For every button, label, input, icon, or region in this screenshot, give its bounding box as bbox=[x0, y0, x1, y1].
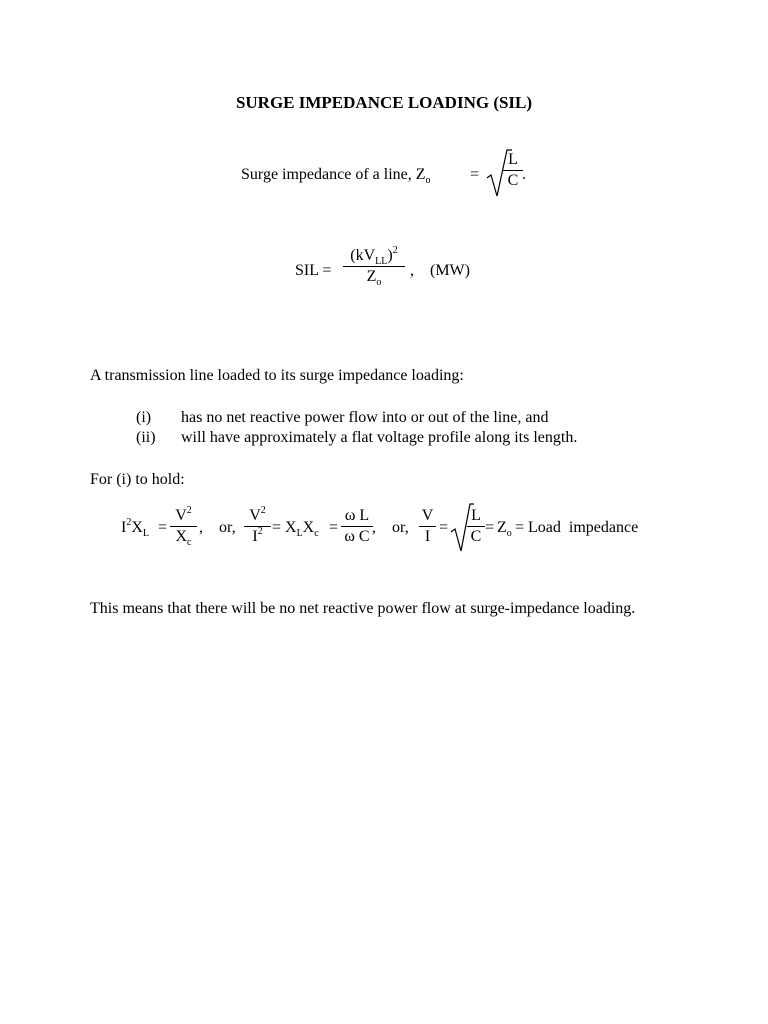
eq3-fraction-1 bbox=[170, 505, 197, 548]
eq1-sub: o bbox=[425, 175, 431, 186]
eq3-f2-den bbox=[244, 526, 271, 545]
eq2-numerator bbox=[343, 245, 405, 267]
eq3-term1 bbox=[121, 517, 149, 539]
eq2-num-sup: 2 bbox=[392, 245, 398, 256]
eq3-f2-i: I bbox=[252, 528, 258, 545]
eq3-fraction-3 bbox=[341, 508, 373, 545]
eq3-equals-3: = bbox=[329, 519, 339, 536]
eq3-f5-num: L bbox=[471, 507, 481, 524]
eq3-zo bbox=[497, 519, 512, 539]
eq3-xl-sub: L bbox=[296, 528, 303, 539]
eq3-xl: X bbox=[285, 519, 297, 536]
eq3-z: Z bbox=[497, 519, 507, 536]
eq3-or-2: , or, bbox=[372, 519, 409, 536]
eq3-fraction-4 bbox=[419, 508, 436, 545]
list-item-text: will have approximately a flat voltage profile along its length. bbox=[181, 429, 578, 446]
eq1-numerator: L bbox=[508, 151, 518, 168]
eq3-equals-6: = bbox=[515, 519, 525, 536]
eq3-equals-1: = bbox=[158, 519, 168, 536]
eq1-denominator: C bbox=[507, 172, 519, 189]
eq3-xlxc bbox=[285, 519, 319, 539]
conclusion-paragraph: This means that there will be no net reactive power flow at surge-impedance loading. bbox=[90, 600, 636, 617]
eq3-xc: X bbox=[302, 519, 315, 536]
eq3-x: X bbox=[131, 519, 143, 536]
eq2-comma: , bbox=[410, 262, 414, 279]
eq3-f5-den: C bbox=[470, 528, 482, 545]
eq2-num-main: (kV bbox=[350, 247, 376, 264]
eq3-x-sub: L bbox=[142, 528, 149, 539]
eq3-f1-sub: c bbox=[187, 537, 192, 548]
eq2-lhs: SIL = bbox=[295, 262, 332, 279]
eq1-text bbox=[241, 166, 431, 186]
eq3-xc-sub: c bbox=[314, 528, 319, 539]
eq3-load-impedance: Load impedance bbox=[528, 519, 639, 536]
eq3-f2-sup: 2 bbox=[260, 505, 266, 516]
eq1-equals: = bbox=[470, 166, 480, 183]
eq3-i: I bbox=[121, 519, 127, 536]
eq3-f1-num bbox=[170, 505, 197, 524]
list-item-marker: (ii) bbox=[136, 429, 156, 446]
eq3-f2-den-sup: 2 bbox=[257, 526, 263, 537]
eq3-f4-den: I bbox=[424, 528, 431, 545]
eq2-num-close: ) bbox=[387, 247, 393, 264]
eq3-f2-num bbox=[244, 505, 271, 524]
intro-paragraph: A transmission line loaded to its surge impedance loading: bbox=[90, 367, 464, 384]
eq2-num-sub: LL bbox=[375, 256, 388, 267]
page-title: SURGE IMPEDANCE LOADING (SIL) bbox=[235, 93, 533, 112]
eq3-z-sub: o bbox=[506, 528, 512, 539]
eq2-den-sub: o bbox=[376, 277, 382, 288]
eq3-or-1: , or, bbox=[199, 519, 236, 536]
eq3-equals-2: = bbox=[272, 519, 282, 536]
eq2-fraction bbox=[343, 245, 405, 288]
condition-heading: For (i) to hold: bbox=[90, 471, 185, 488]
eq3-f3-den: ω C bbox=[344, 528, 370, 545]
eq2-unit: (MW) bbox=[430, 262, 470, 279]
eq2-denominator bbox=[343, 268, 405, 288]
eq3-equals-5: = bbox=[485, 519, 495, 536]
eq1-period: . bbox=[522, 166, 526, 183]
eq2-den-main: Z bbox=[366, 268, 377, 285]
eq3-equals-4: = bbox=[439, 519, 449, 536]
eq3-f1-x: X bbox=[175, 528, 188, 545]
eq1-fraction bbox=[503, 152, 523, 189]
eq1-label: Surge impedance of a line, Z bbox=[241, 166, 426, 183]
list-item-text: has no net reactive power flow into or out of the line, and bbox=[181, 409, 549, 426]
eq3-f4-num: V bbox=[421, 507, 434, 524]
eq3-fraction-2 bbox=[244, 505, 271, 545]
eq3-f2-v: V bbox=[249, 507, 261, 524]
list-item-marker: (i) bbox=[136, 409, 152, 426]
eq3-f3-num: ω L bbox=[344, 507, 370, 524]
eq3-fraction-5 bbox=[467, 508, 485, 545]
eq3-f1-den bbox=[170, 528, 197, 548]
eq3-i-sup: 2 bbox=[126, 517, 132, 528]
eq3-f1-v: V bbox=[175, 507, 187, 524]
eq3-f1-sup: 2 bbox=[186, 505, 192, 516]
